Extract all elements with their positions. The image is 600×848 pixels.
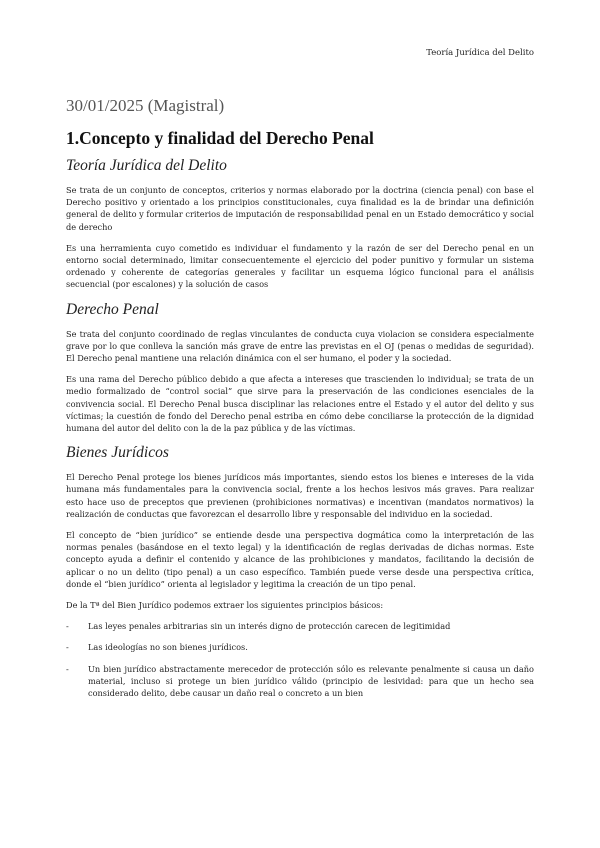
section-heading: Teoría Jurídica del Delito bbox=[66, 157, 227, 174]
section-bienes-juridicos bbox=[66, 443, 534, 699]
section-derecho-penal bbox=[66, 300, 534, 435]
paragraph: Se trata de un conjunto de conceptos, criterios y normas elaborado por la doctrina (ciencia penal) con base el Derecho positivo y orientado a los principios constitucionales, cuya finalidad es la de brindar una definición general de delito y formular criterios de imputación de responsabilidad penal en un Estado democrático y social de derecho bbox=[66, 185, 534, 232]
section-teoria-juridica bbox=[66, 156, 534, 291]
paragraph: De la Tª del Bien Jurídico podemos extraer los siguientes principios básicos: bbox=[66, 600, 384, 611]
bullet-marker: - bbox=[66, 663, 69, 674]
list-item bbox=[66, 641, 534, 653]
bullet-marker: - bbox=[66, 642, 69, 653]
list-item bbox=[66, 620, 534, 632]
section-heading: Derecho Penal bbox=[66, 300, 159, 318]
principles-list bbox=[66, 620, 534, 699]
list-item bbox=[66, 663, 534, 700]
bullet-marker: - bbox=[66, 621, 69, 632]
date-title: 30/01/2025 (Magistral) bbox=[66, 96, 225, 115]
list-item-text: Las ideologías no son bienes jurídicos. bbox=[88, 642, 248, 653]
running-header: Teoría Jurídica del Delito bbox=[426, 48, 534, 58]
chapter-title: 1.Concepto y finalidad del Derecho Penal bbox=[66, 128, 374, 148]
paragraph: Se trata del conjunto coordinado de reglas vinculantes de conducta cuya violacion se considera especialmente grave por lo que conlleva la sanción más grave de entre las previstas en el OJ (penas o medidas de seguridad). El Derecho penal mantiene una relación dinámica con el ser humano, el poder y la sociedad. bbox=[66, 328, 534, 364]
section-heading: Bienes Jurídicos bbox=[66, 444, 169, 462]
paragraph: El concepto de “bien jurídico” se entiende desde una perspectiva dogmática como la interpretación de las normas penales (basándose en el texto legal) y la identificación de reglas derivadas de dichas normas. Este concepto ayuda a definir el contenido y alcance de las prohibiciones y mandatos, facilitando la decisión de aplicar o no un delito (tipo penal) a un caso específico. También puede verse desde una perspectiva crítica, donde el “bien jurídico” orienta al legislador y legitima la creación de un tipo penal. bbox=[66, 530, 534, 589]
document-body bbox=[66, 156, 534, 708]
paragraph: Es una herramienta cuyo cometido es individuar el fundamento y la razón de ser del Derecho penal en un entorno social determinado, limitar consecuentemente el ejercicio del poder punitivo y formular un sistema ordenado y coherente de categorías generales y facilitar un esquema lógico funcional para el análisis secuencial (por escalones) y la solución de casos bbox=[66, 242, 534, 290]
list-item-text: Las leyes penales arbitrarias sin un interés digno de protección carecen de legitimidad bbox=[88, 621, 451, 632]
paragraph: Es una rama del Derecho público debido a que afecta a intereses que trascienden lo individual; se trata de un medio formalizado de “control social” que sirve para la preservación de las condiciones esenciales de la convivencia social. El Derecho Penal busca disciplinar las relaciones entre el Estado y el autor del delito y sus víctimas; la cuestión de fondo del Derecho penal estriba en cómo debe conciliarse la protección de la dignidad humana del autor del delito con la de la paz pública y de las víctimas. bbox=[66, 374, 534, 434]
paragraph: El Derecho Penal protege los bienes jurídicos más importantes, siendo estos los bienes e intereses de la vida humana más fundamentales para la convivencia social, frente a los hechos lesivos más graves. Para realizar esto hace uso de preceptos que previenen (prohibiciones normativas) e incentivan (mandatos normativos) la realización de conductas que favorezcan el desarrollo libre y responsable del individuo en la sociedad. bbox=[66, 472, 534, 519]
list-item-text: Un bien jurídico abstractamente merecedor de protección sólo es relevante penalmente si causa un daño material, incluso si protege un bien jurídico válido (principio de lesividad: para que un hecho sea considerado delito, debe causar un daño real o concreto a un bien bbox=[88, 663, 534, 699]
